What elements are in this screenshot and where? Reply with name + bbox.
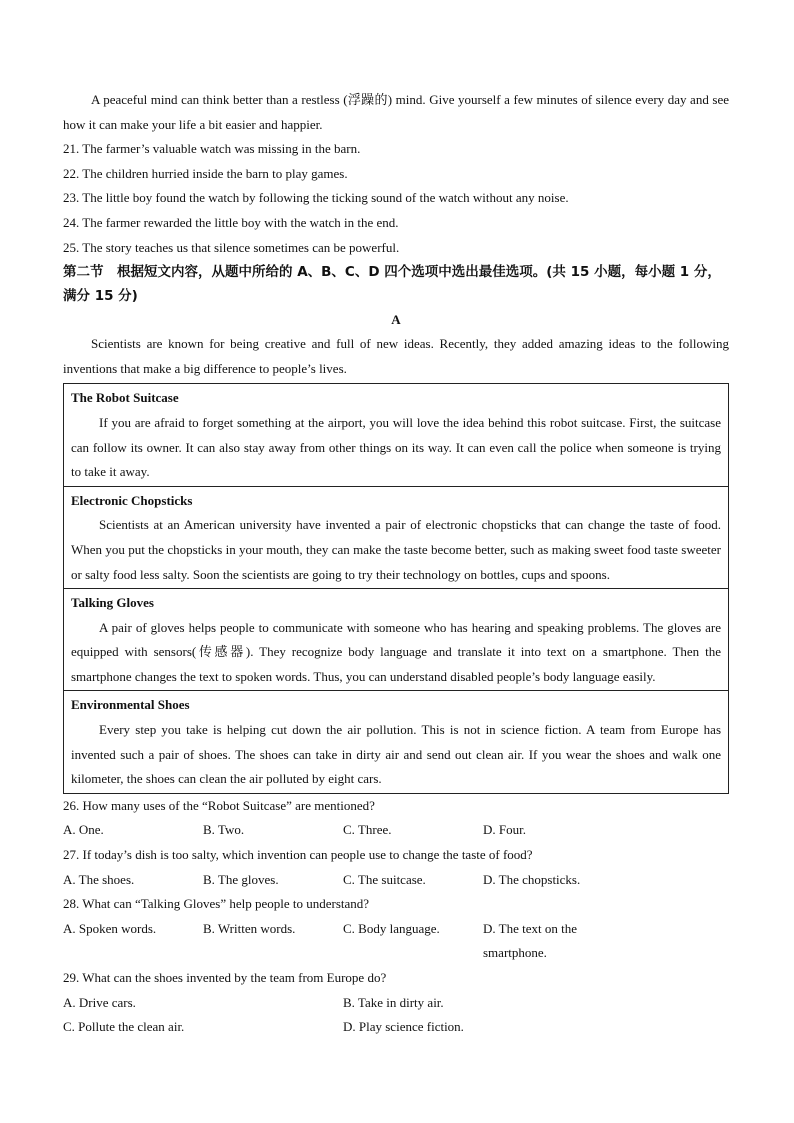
question-options [63, 818, 729, 843]
option-a[interactable]: A. The shoes. [63, 871, 135, 887]
question-stem: 26. How many uses of the “Robot Suitcase” are mentioned? [63, 797, 375, 813]
invention-body: Scientists at an American university have invented a pair of electronic chopsticks that can change the taste of food. When you put the chopsticks in your mouth, they can make the taste become better, such as making sweet food taste sweeter or salty food less salty. Soon the scientists are going to try their technology on bottles, cups and spoons. [71, 517, 721, 582]
inventions-table [63, 383, 729, 794]
invention-cell-talking-gloves [64, 589, 728, 691]
question-options [63, 1015, 729, 1040]
option-b[interactable]: B. Written words. [203, 920, 296, 936]
tf-statement: 21. The farmer’s valuable watch was missing in the barn. [63, 141, 361, 157]
passage-letter: A [391, 312, 401, 328]
invention-title: The Robot Suitcase [71, 390, 179, 406]
invention-body: Every step you take is helping cut down the air pollution. This is not in science fiction. A team from Europe has invented such a pair of shoes. The shoes can take in dirty air and send out clean air. If you wear the shoes and walk one kilometer, the shoes can clean the air polluted by eight cars. [71, 722, 721, 787]
section-heading: 第二节 根据短文内容，从题中所给的 A、B、C、D 四个选项中选出最佳选项。(共 15 小题，每小题 1 分，满分 15 分) [63, 264, 721, 305]
invention-cell-environmental-shoes [64, 691, 728, 792]
tf-statement: 25. The story teaches us that silence sometimes can be powerful. [63, 239, 400, 255]
option-c[interactable]: C. Body language. [343, 920, 440, 936]
option-d[interactable]: D. The chopsticks. [483, 871, 581, 887]
invention-title: Electronic Chopsticks [71, 492, 193, 508]
option-b[interactable]: B. The gloves. [203, 871, 279, 887]
intro-paragraph: A peaceful mind can think better than a restless (浮躁的) mind. Give yourself a few minutes of silence every day and see how it can make your life a bit easier and happier. [63, 92, 729, 132]
invention-body: If you are afraid to forget something at the airport, you will love the idea behind this robot suitcase. First, the suitcase can follow its owner. It can also stay away from other things on its way. It can even call the police when someone is trying to take it away. [71, 414, 721, 480]
tf-statement: 24. The farmer rewarded the little boy with the watch in the end. [63, 214, 399, 230]
option-d[interactable]: D. Four. [483, 822, 526, 838]
question-options [63, 868, 729, 893]
passage-intro: Scientists are known for being creative and full of new ideas. Recently, they added amazing ideas to the following inventions that make a big difference to people’s lives. [63, 336, 729, 376]
question-stem: 28. What can “Talking Gloves” help people to understand? [63, 896, 370, 912]
invention-body: A pair of gloves helps people to communicate with someone who has hearing and speaking problems. The gloves are equipped with sensors(传感器). They recognize body language and translate it into text on a smartphone. Then the smartphone changes the text to spoken words. Thus, you can understand disabled people’s body language easily. [71, 619, 721, 684]
exam-page [63, 88, 729, 1040]
option-d[interactable]: D. Play science fiction. [343, 1019, 464, 1035]
question-stem: 29. What can the shoes invented by the team from Europe do? [63, 970, 387, 985]
option-a[interactable]: A. Drive cars. [63, 994, 136, 1010]
question-options [63, 991, 729, 1016]
invention-cell-robot-suitcase [64, 384, 728, 486]
option-b[interactable]: B. Take in dirty air. [343, 994, 444, 1010]
question-options [63, 917, 729, 966]
invention-title: Environmental Shoes [71, 697, 190, 713]
question-stem: 27. If today’s dish is too salty, which invention can people use to change the taste of food? [63, 847, 533, 863]
invention-title: Talking Gloves [71, 595, 154, 611]
tf-statement: 22. The children hurried inside the barn to play games. [63, 165, 348, 181]
option-b[interactable]: B. Two. [203, 822, 245, 838]
invention-cell-electronic-chopsticks [64, 487, 728, 589]
option-a[interactable]: A. One. [63, 822, 104, 838]
option-a[interactable]: A. Spoken words. [63, 920, 157, 936]
option-c[interactable]: C. Three. [343, 822, 392, 838]
option-c[interactable]: C. Pollute the clean air. [63, 1019, 185, 1035]
option-c[interactable]: C. The suitcase. [343, 871, 426, 887]
tf-statement: 23. The little boy found the watch by following the ticking sound of the watch without any noise. [63, 190, 569, 206]
option-d[interactable]: D. The text on the smartphone. [483, 920, 577, 961]
